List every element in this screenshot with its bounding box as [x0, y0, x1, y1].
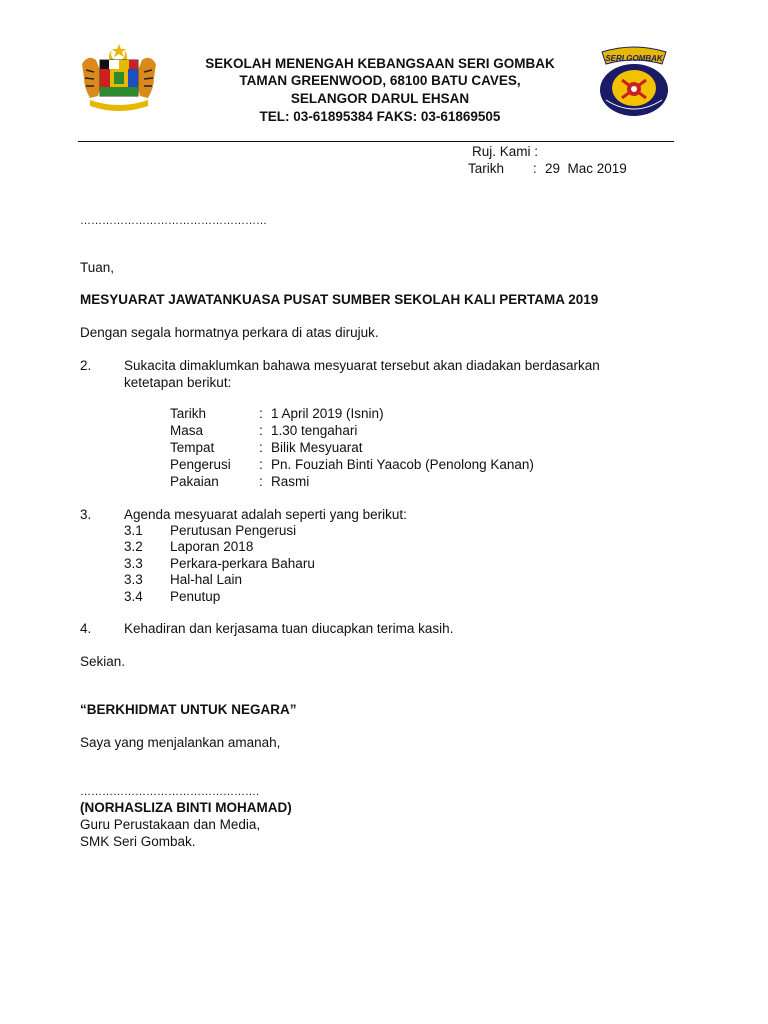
detail-value: Bilik Mesyuarat	[271, 440, 363, 455]
detail-value: Rasmi	[271, 474, 310, 489]
header-divider	[78, 141, 674, 142]
para2-number: 2.	[80, 358, 92, 373]
detail-separator: :	[259, 423, 263, 438]
agenda-item-text: Perutusan Pengerusi	[170, 523, 297, 538]
tarikh-label: Tarikh	[468, 161, 505, 176]
signatory-name: (NORHASLIZA BINTI MOHAMAD)	[80, 800, 292, 815]
motto: “BERKHIDMAT UNTUK NEGARA”	[80, 702, 297, 717]
agenda-item-number: 3.2	[124, 539, 143, 554]
detail-label: Masa	[170, 423, 204, 438]
detail-separator: :	[259, 474, 263, 489]
trust-statement: Saya yang menjalankan amanah,	[80, 735, 281, 750]
detail-separator: :	[259, 440, 263, 455]
detail-value: 1 April 2019 (Isnin)	[271, 406, 384, 421]
crest-banner-text: SERI GOMBAK	[605, 54, 663, 63]
intro-paragraph: Dengan segala hormatnya perkara di atas dirujuk.	[80, 325, 379, 340]
para2-line2: ketetapan berikut:	[124, 375, 232, 390]
agenda-item-text: Laporan 2018	[170, 539, 254, 554]
letter-subject: MESYUARAT JAWATANKUASA PUSAT SUMBER SEKOLAH KALI PERTAMA 2019	[80, 292, 599, 307]
letter-date: 29 Mac 2019	[545, 161, 627, 176]
agenda-item-text: Penutup	[170, 589, 221, 604]
closing: Sekian.	[80, 654, 126, 669]
recipient-placeholder: ……………………………………………	[80, 215, 267, 227]
salutation: Tuan,	[80, 260, 115, 275]
detail-label: Pengerusi	[170, 457, 231, 472]
tarikh-separator: :	[533, 161, 537, 176]
detail-separator: :	[259, 406, 263, 421]
para3-number: 3.	[80, 507, 92, 522]
detail-label: Tempat	[170, 440, 215, 455]
para4-text: Kehadiran dan kerjasama tuan diucapkan terima kasih.	[124, 621, 454, 636]
detail-label: Pakaian	[170, 474, 219, 489]
signature-line: ………………………………………….	[80, 786, 260, 798]
agenda-item-number: 3.3	[124, 556, 143, 571]
school-address-line2: SELANGOR DARUL EHSAN	[290, 91, 470, 106]
school-address-line1: TAMAN GREENWOOD, 68100 BATU CAVES,	[239, 73, 521, 88]
agenda-item-number: 3.4	[124, 589, 143, 604]
signatory-title: Guru Perustakaan dan Media,	[80, 817, 261, 832]
detail-value: 1.30 tengahari	[271, 423, 358, 438]
ruj-kami-label: Ruj. Kami :	[472, 144, 539, 159]
signatory-school: SMK Seri Gombak.	[80, 834, 196, 849]
agenda-item-number: 3.3	[124, 572, 143, 587]
detail-value: Pn. Fouziah Binti Yaacob (Penolong Kanan)	[271, 457, 534, 472]
para3-text: Agenda mesyuarat adalah seperti yang berikut:	[124, 507, 407, 522]
para2-line1: Sukacita dimaklumkan bahawa mesyuarat tersebut akan diadakan berdasarkan	[124, 358, 600, 373]
para4-number: 4.	[80, 621, 92, 636]
agenda-item-number: 3.1	[124, 523, 143, 538]
agenda-item-text: Perkara-perkara Baharu	[170, 556, 315, 571]
agenda-item-text: Hal-hal Lain	[170, 572, 243, 587]
school-name: SEKOLAH MENENGAH KEBANGSAAN SERI GOMBAK	[205, 56, 555, 71]
detail-label: Tarikh	[170, 406, 207, 421]
school-contact: TEL: 03-61895384 FAKS: 03-61869505	[259, 109, 501, 124]
detail-separator: :	[259, 457, 263, 472]
